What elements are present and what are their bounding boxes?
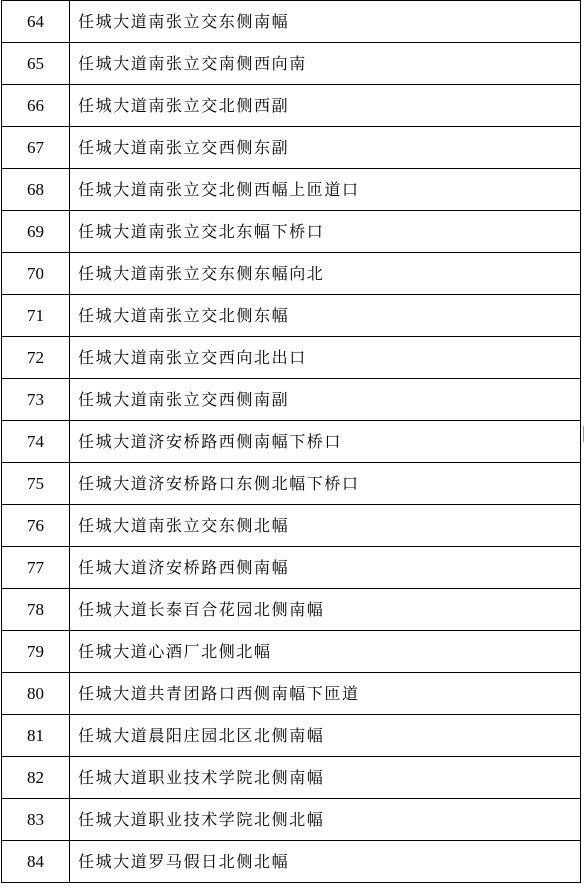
row-number: 65: [2, 43, 70, 85]
row-number: 77: [2, 547, 70, 589]
row-number: 83: [2, 799, 70, 841]
location-name: 任城大道南张立交东侧北幅: [70, 505, 581, 547]
table-row: [2, 169, 581, 211]
row-number: 79: [2, 631, 70, 673]
location-name: 任城大道共青团路口西侧南幅下匝道: [70, 673, 581, 715]
table-row: [2, 379, 581, 421]
location-table-container: [1, 0, 581, 883]
page-edge-mark: [583, 426, 584, 442]
location-name: 任城大道职业技术学院北侧北幅: [70, 799, 581, 841]
location-name: 任城大道济安桥路西侧南幅下桥口: [70, 421, 581, 463]
location-table: [1, 0, 581, 883]
table-row: [2, 547, 581, 589]
row-number: 72: [2, 337, 70, 379]
table-row: [2, 295, 581, 337]
table-row: [2, 757, 581, 799]
row-number: 74: [2, 421, 70, 463]
location-table-body: [2, 1, 581, 883]
table-row: [2, 673, 581, 715]
table-row: [2, 589, 581, 631]
table-row: [2, 1, 581, 43]
location-name: 任城大道南张立交西侧南副: [70, 379, 581, 421]
table-row: [2, 841, 581, 883]
table-row: [2, 715, 581, 757]
row-number: 81: [2, 715, 70, 757]
row-number: 67: [2, 127, 70, 169]
row-number: 76: [2, 505, 70, 547]
location-name: 任城大道南张立交南侧西向南: [70, 43, 581, 85]
table-row: [2, 463, 581, 505]
table-row: [2, 43, 581, 85]
row-number: 68: [2, 169, 70, 211]
location-name: 任城大道济安桥路西侧南幅: [70, 547, 581, 589]
location-name: 任城大道南张立交西向北出口: [70, 337, 581, 379]
row-number: 73: [2, 379, 70, 421]
location-name: 任城大道长泰百合花园北侧南幅: [70, 589, 581, 631]
row-number: 84: [2, 841, 70, 883]
table-row: [2, 505, 581, 547]
table-row: [2, 631, 581, 673]
location-name: 任城大道心酒厂北侧北幅: [70, 631, 581, 673]
table-row: [2, 253, 581, 295]
row-number: 82: [2, 757, 70, 799]
row-number: 71: [2, 295, 70, 337]
row-number: 69: [2, 211, 70, 253]
table-row: [2, 421, 581, 463]
row-number: 78: [2, 589, 70, 631]
location-name: 任城大道罗马假日北侧北幅: [70, 841, 581, 883]
location-name: 任城大道晨阳庄园北区北侧南幅: [70, 715, 581, 757]
location-name: 任城大道南张立交北侧西副: [70, 85, 581, 127]
table-row: [2, 85, 581, 127]
location-name: 任城大道南张立交东侧东幅向北: [70, 253, 581, 295]
row-number: 64: [2, 1, 70, 43]
table-row: [2, 211, 581, 253]
row-number: 66: [2, 85, 70, 127]
location-name: 任城大道济安桥路口东侧北幅下桥口: [70, 463, 581, 505]
table-row: [2, 127, 581, 169]
row-number: 75: [2, 463, 70, 505]
location-name: 任城大道职业技术学院北侧南幅: [70, 757, 581, 799]
table-row: [2, 799, 581, 841]
row-number: 70: [2, 253, 70, 295]
location-name: 任城大道南张立交北东幅下桥口: [70, 211, 581, 253]
table-row: [2, 337, 581, 379]
location-name: 任城大道南张立交西侧东副: [70, 127, 581, 169]
location-name: 任城大道南张立交北侧西幅上匝道口: [70, 169, 581, 211]
row-number: 80: [2, 673, 70, 715]
location-name: 任城大道南张立交北侧东幅: [70, 295, 581, 337]
location-name: 任城大道南张立交东侧南幅: [70, 1, 581, 43]
